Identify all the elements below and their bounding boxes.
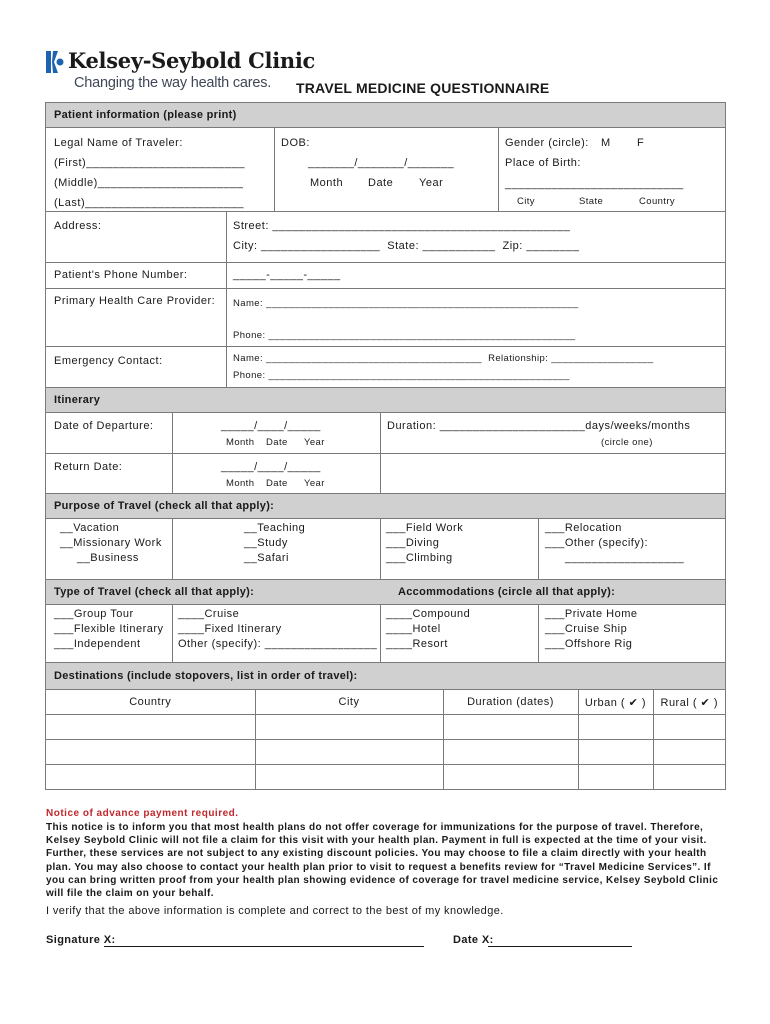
duration-circle-note: (circle one) <box>601 437 653 448</box>
dob-field[interactable]: _______/_______/_______ <box>308 157 455 169</box>
provider-name-field[interactable]: Name: _______________________________________________________ <box>233 298 579 309</box>
legal-name-label: Legal Name of Traveler: <box>54 137 183 149</box>
return-label: Return Date: <box>54 461 123 473</box>
phone-row <box>46 263 725 289</box>
address-row <box>46 212 725 263</box>
type-header: Type of Travel (check all that apply): <box>54 586 255 598</box>
urban-cell[interactable] <box>578 740 653 765</box>
brand-tagline: Changing the way health cares. <box>74 75 272 91</box>
departure-row <box>46 413 725 454</box>
return-cell <box>172 454 381 493</box>
purpose-col-4 <box>538 519 725 579</box>
patient-phone-cell <box>226 263 725 288</box>
provider-row <box>46 289 725 347</box>
destinations-row <box>46 690 725 789</box>
departure-cell <box>172 413 381 453</box>
questionnaire-form <box>45 102 726 790</box>
verification-statement: I verify that the above information is complete and correct to the best of my knowledge. <box>46 905 504 917</box>
duration-field[interactable]: Duration: ______________________days/weeks/months <box>387 420 691 432</box>
purpose-other[interactable]: ___Other (specify): <box>545 537 649 549</box>
date-field[interactable] <box>488 946 632 947</box>
duration-cell[interactable] <box>443 765 578 790</box>
destinations-table <box>46 690 725 789</box>
accommodation-cruise-ship[interactable]: ___Cruise Ship <box>545 623 628 635</box>
dob-year-label: Year <box>419 177 444 189</box>
urban-cell[interactable] <box>578 715 653 740</box>
purpose-missionary[interactable]: __Missionary Work <box>60 537 162 549</box>
return-year-label: Year <box>304 478 325 489</box>
accommodation-compound[interactable]: ____Compound <box>386 608 471 620</box>
table-row <box>46 765 725 790</box>
patient-phone-label: Patient's Phone Number: <box>54 269 188 281</box>
emergency-phone-field[interactable]: Phone: _____________________________________________________ <box>233 370 570 381</box>
city-cell[interactable] <box>255 765 443 790</box>
type-flexible[interactable]: ___Flexible Itinerary <box>54 623 164 635</box>
dob-cell <box>274 128 499 211</box>
rural-cell[interactable] <box>653 765 725 790</box>
last-name-field[interactable]: (Last)________________________ <box>54 197 244 209</box>
purpose-climbing[interactable]: ___Climbing <box>386 552 453 564</box>
type-fixed[interactable]: ____Fixed Itinerary <box>178 623 282 635</box>
departure-year-label: Year <box>304 437 325 448</box>
provider-label: Primary Health Care Provider: <box>54 295 216 307</box>
col-country: Country <box>46 690 255 715</box>
city-cell[interactable] <box>255 715 443 740</box>
dob-month-label: Month <box>310 177 344 189</box>
departure-date-field[interactable]: _____/____/_____ <box>221 420 321 432</box>
city-cell[interactable] <box>255 740 443 765</box>
col-city: City <box>255 690 443 715</box>
urban-cell[interactable] <box>578 765 653 790</box>
departure-date-label: Date <box>266 437 288 448</box>
country-cell[interactable] <box>46 715 255 740</box>
provider-phone-field[interactable]: Phone: ______________________________________________________ <box>233 330 576 341</box>
departure-label: Date of Departure: <box>54 420 154 432</box>
accommodation-col-1 <box>380 605 539 662</box>
place-of-birth-field[interactable]: ___________________________ <box>505 178 684 190</box>
purpose-header: Purpose of Travel (check all that apply): <box>46 494 725 519</box>
return-blank-cell <box>380 454 725 493</box>
type-accommodation-header-bar <box>46 580 725 605</box>
purpose-safari[interactable]: __Safari <box>244 552 289 564</box>
dob-date-label: Date <box>368 177 394 189</box>
col-urban: Urban ( ✔ ) <box>578 690 653 715</box>
accommodations-header: Accommodations (circle all that apply): <box>398 586 616 598</box>
return-date-label: Date <box>266 478 288 489</box>
accommodation-private-home[interactable]: ___Private Home <box>545 608 638 620</box>
destinations-header: Destinations (include stopovers, list in order of travel): <box>46 663 725 690</box>
table-row <box>46 740 725 765</box>
type-independent[interactable]: ___Independent <box>54 638 141 650</box>
return-row <box>46 454 725 494</box>
purpose-col-2 <box>172 519 381 579</box>
pob-country-label: Country <box>639 196 676 207</box>
legal-name-cell <box>46 128 274 211</box>
emergency-name-field[interactable]: Name: ______________________________________ Relationship: __________________ <box>233 353 654 364</box>
accommodation-offshore-rig[interactable]: ___Offshore Rig <box>545 638 633 650</box>
return-month-label: Month <box>226 478 255 489</box>
table-header-row <box>46 690 725 715</box>
provider-cell <box>226 289 725 346</box>
itinerary-header: Itinerary <box>46 388 725 413</box>
purpose-other-field[interactable]: __________________ <box>565 552 685 564</box>
signature-label: Signature X: <box>46 934 116 946</box>
purpose-col-3 <box>380 519 539 579</box>
table-row <box>46 715 725 740</box>
duration-cell[interactable] <box>443 715 578 740</box>
departure-month-label: Month <box>226 437 255 448</box>
type-group-tour[interactable]: ___Group Tour <box>54 608 134 620</box>
duration-cell[interactable] <box>443 740 578 765</box>
gender-label: Gender (circle): <box>505 137 589 149</box>
type-col-2 <box>172 605 381 662</box>
emergency-label: Emergency Contact: <box>54 355 163 367</box>
purpose-vacation[interactable]: __Vacation <box>60 522 120 534</box>
brand-name: Kelsey-Seybold Clinic <box>68 48 316 73</box>
emergency-cell <box>226 347 725 387</box>
accommodation-col-2 <box>538 605 725 662</box>
duration-cell <box>380 413 725 453</box>
notice-heading: Notice of advance payment required. <box>46 808 239 819</box>
purpose-relocation[interactable]: ___Relocation <box>545 522 622 534</box>
purpose-teaching[interactable]: __Teaching <box>244 522 306 534</box>
country-cell[interactable] <box>46 740 255 765</box>
patient-info-header: Patient information (please print) <box>46 103 725 128</box>
city-state-zip-field[interactable]: City: __________________ State: ___________ Zip: ________ <box>233 240 580 252</box>
rural-cell[interactable] <box>653 740 725 765</box>
address-label: Address: <box>54 220 102 232</box>
middle-name-field[interactable]: (Middle)______________________ <box>54 177 244 189</box>
purpose-col-1 <box>46 519 172 579</box>
date-label: Date X: <box>453 934 494 946</box>
col-rural: Rural ( ✔ ) <box>653 690 725 715</box>
type-accommodation-row <box>46 605 725 663</box>
patient-phone-field[interactable]: _____-_____-_____ <box>233 269 341 281</box>
street-field[interactable]: Street: _____________________________________________ <box>233 220 571 232</box>
gender-birthplace-cell <box>498 128 725 211</box>
page-title: TRAVEL MEDICINE QUESTIONNAIRE <box>296 80 550 96</box>
pob-state-label: State <box>579 196 604 207</box>
signature-field[interactable] <box>104 946 424 947</box>
purpose-study[interactable]: __Study <box>244 537 288 549</box>
gender-male-option[interactable]: M <box>601 137 611 149</box>
col-duration: Duration (dates) <box>443 690 578 715</box>
dob-label: DOB: <box>281 137 310 149</box>
purpose-row <box>46 519 725 580</box>
type-cruise[interactable]: ____Cruise <box>178 608 240 620</box>
type-col-1 <box>46 605 172 662</box>
purpose-business[interactable]: __Business <box>77 552 139 564</box>
place-of-birth-label: Place of Birth: <box>505 157 581 169</box>
emergency-row <box>46 347 725 388</box>
address-cell <box>226 212 725 262</box>
logo-mark-icon <box>46 51 64 73</box>
type-other[interactable]: Other (specify): _________________ <box>178 638 378 650</box>
return-date-field[interactable]: _____/____/_____ <box>221 461 321 473</box>
notice-body: This notice is to inform you that most health plans do not offer coverage for immunizations for the purpose of travel. Therefore, Kelsey Seybold Clinic will not file a claim for this visit with your health plan. Payment in full is expected at the time of your visit. Further, these services are not subject to any existing discount policies. You may choose to file a claim directly with your health plan. You may also choose to contact your health plan prior to visit to request a benefits review for “Travel Medicine Services”. If you can bring written proof from your health plan showing evidence of coverage for travel medicine service, Kelsey Seybold Clinic will file the claim on your behalf. <box>46 822 719 900</box>
purpose-field-work[interactable]: ___Field Work <box>386 522 464 534</box>
rural-cell[interactable] <box>653 715 725 740</box>
accommodation-hotel[interactable]: ____Hotel <box>386 623 441 635</box>
accommodation-resort[interactable]: ____Resort <box>386 638 448 650</box>
purpose-diving[interactable]: ___Diving <box>386 537 440 549</box>
first-name-field[interactable]: (First)________________________ <box>54 157 246 169</box>
gender-female-option[interactable]: F <box>637 137 645 149</box>
country-cell[interactable] <box>46 765 255 790</box>
name-dob-row <box>46 128 725 212</box>
pob-city-label: City <box>517 196 535 207</box>
